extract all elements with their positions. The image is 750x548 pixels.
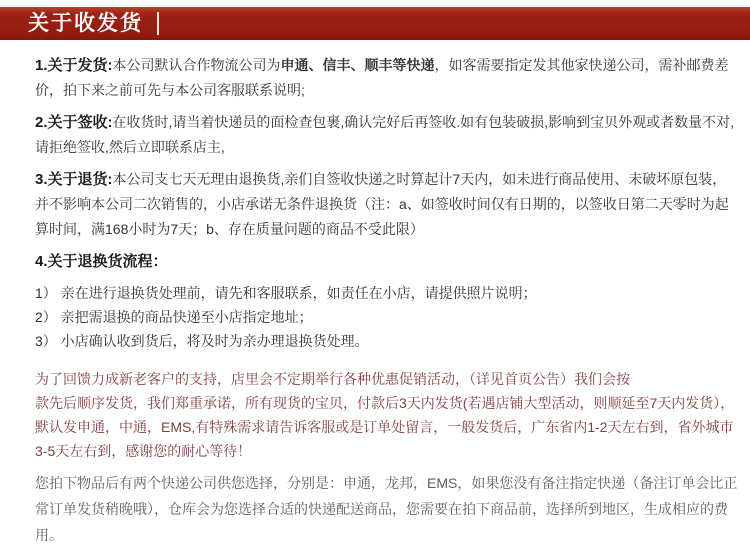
- sign-receipt-text: 在收货时,请当着快递员的面检查包裹,确认完好后再签收.如有包装破损,影响到宝贝外观或者数量不对,请拒绝签收,然后立即联系店主,: [35, 114, 734, 155]
- shipping-policy-label: 1.关于发货:: [35, 57, 113, 74]
- shipping-policy-text-2: ，如客需要指定发其他家快递公司，需补邮费差价，拍下来之前可先与本公司客服联系说明;: [35, 57, 729, 98]
- return-process-paragraph: [35, 249, 738, 274]
- return-process-step-1: 1） 亲在进行退换货处理前，请先和客服联系，如责任在小店，请提供照片说明；: [35, 285, 537, 301]
- shipping-policy-text-1: 本公司默认合作物流公司为: [112, 57, 281, 73]
- return-process-step-2: 2） 亲把需退换的商品快递至小店指定地址；: [35, 309, 313, 325]
- section-header-bar: [0, 7, 750, 40]
- sign-receipt-label: 2.关于签收:: [35, 114, 113, 131]
- shipping-policy-page: [0, 7, 750, 543]
- title-separator: [157, 12, 159, 35]
- promo-paragraph: [35, 367, 738, 463]
- policy-content: [0, 40, 750, 548]
- return-process-label: 4.关于退换货流程：: [35, 253, 168, 270]
- returns-paragraph: [35, 167, 738, 242]
- section-title: 关于收发货: [28, 12, 143, 35]
- returns-label: 3.关于退货:: [35, 171, 113, 188]
- shipping-couriers-bold: 申通、信丰、顺丰等快递: [280, 57, 435, 73]
- courier-note-text: 您拍下物品后有两个快递公司供您选择，分别是：申通，龙邦，EMS，如果您没有备注指定快递（备注订单会比正常订单发货稍晚哦），仓库会为您选择合适的快递配送商品，您需要在拍下商品前，选择所到地区，生成相应的费用。: [35, 475, 738, 543]
- returns-text: 本公司支七天无理由退换货,亲们自签收快递之时算起计7天内，如未进行商品使用、未破坏原包装，并不影响本公司二次销售的，小店承诺无条件退换货（注：a、如签收时间仅有日期的，以签收日第二天零时为起算时间，满168小时为7天；b、存在质量问题的商品不受此限）: [35, 171, 729, 237]
- promo-line-1: 为了回馈力成新老客户的支持，店里会不定期举行各种优惠促销活动，（详见首页公告）我们会按: [35, 371, 630, 387]
- promo-line-2: 款先后顺序发货，我们郑重承诺，所有现货的宝贝，付款后3天内发货(若遇店铺大型活动，则顺延至7天内发货），默认发申通，中通，EMS,有特殊需求请告诉客服或是订单处留言，一般发货后，广东省内1-2天左右到，省外城市3-5天左右到，感谢您的耐心等待！: [35, 395, 735, 459]
- sign-receipt-paragraph: [35, 110, 738, 160]
- return-process-step-3: 3） 小店确认收到货后，将及时为亲办理退换货处理。: [35, 333, 369, 349]
- courier-note-paragraph: [35, 470, 738, 548]
- shipping-policy-paragraph: [35, 53, 738, 103]
